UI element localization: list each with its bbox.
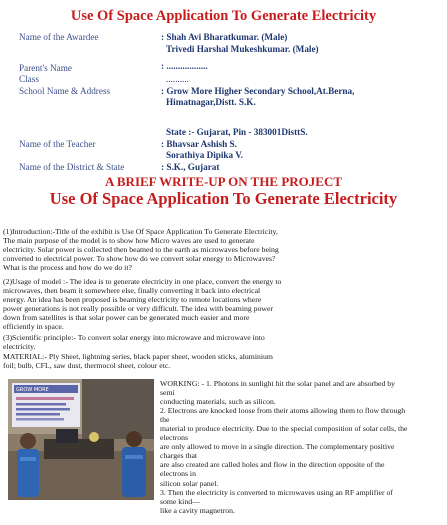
awardee-name-1: : Shah Avi Bharatkumar. (Male): [161, 32, 288, 42]
writeup-subtitle: Use Of Space Application To Generate Electricity: [49, 189, 398, 208]
text-line: electricity. Solar power is collected then beamed to the earth as microwaves before being: [3, 245, 279, 255]
text-line: conducting materials, such as silicon.: [160, 397, 276, 407]
text-line: WORKING: - 1. Photons in sunlight hit the solar panel and are absorbed by: [160, 379, 396, 388]
text-line: power generations is not really possible or very difficult. The idea with beaming power: [3, 304, 274, 314]
awardee-name-2: Trivedi Harshal Mukeshkumar. (Male): [166, 44, 319, 54]
school-line-2: Himatnagar,Distt. S.K.: [166, 97, 256, 107]
text-line: electrons in: [160, 469, 196, 479]
text-line: energy. An idea has been proposed is beaming electricity to remote locations where: [3, 295, 262, 305]
teacher-name-1: : Bhavsar Ashish S.: [161, 139, 237, 149]
text-line: material to produce electricity. Due to the special composition of solar cells, the: [160, 424, 408, 434]
text-line: the: [160, 415, 170, 425]
school-label: School Name & Address: [19, 86, 111, 96]
teacher-name-2: Sorathiya Dipika V.: [166, 150, 244, 160]
usage-paragraph: [3, 277, 281, 331]
working-paragraph: [160, 379, 407, 515]
text-line: semi: [160, 388, 175, 398]
class-label: Class: [19, 74, 39, 84]
text-line: are only allowed to move in a single direction. The complementary positive: [160, 442, 395, 452]
text-line: efficiently in space.: [3, 322, 64, 332]
intro-paragraph: [3, 227, 279, 272]
text-line: (2)Usage of model :- The idea is to generate electricity in one place, convert the energy to: [3, 277, 282, 286]
awardee-label: Name of the Awardee: [19, 32, 99, 42]
text-line: are also created are called holes and flow in the direction opposite of the: [160, 460, 385, 470]
school-line-1: : Grow More Higher Secondary School,At.Berna,: [161, 86, 355, 96]
text-line: electrons: [160, 433, 188, 443]
parent-value: : ..................: [161, 61, 208, 71]
text-line: like a cavity magnetron.: [160, 505, 235, 515]
principle-paragraph: [3, 333, 265, 351]
material-paragraph: [3, 352, 273, 370]
teacher-label: Name of the Teacher: [19, 139, 96, 149]
text-line: What is the process and how do we do it?: [3, 263, 132, 273]
text-line: foil; bulb, CFL, saw dust, thermocol sheet, colour etc.: [3, 361, 171, 371]
text-line: (1)Introduction:-Title of the exhibit is Use Of Space Application To Generate Electricity,: [3, 227, 278, 236]
board-text: GROW MORE: [16, 387, 49, 393]
text-line: charges that: [160, 451, 198, 461]
text-line: 3. Then the electricity is converted to microwaves using an RF amplifier of: [160, 487, 393, 497]
project-photo-image: [8, 379, 154, 500]
district-value: : S.K., Gujarat: [161, 162, 220, 172]
text-line: silicon solar panel.: [160, 478, 219, 488]
text-line: The main purpose of the model is to show how Micro waves are used to generate: [3, 236, 255, 246]
class-value: ..........: [166, 74, 189, 84]
text-line: electricity.: [3, 342, 36, 352]
district-label: Name of the District & State: [19, 162, 125, 172]
text-line: down from satellites is that solar power can be generated much easier and more: [3, 313, 250, 323]
project-photo: [8, 379, 154, 500]
text-line: MATERIAL:- Ply Sheet, lightning series, black paper sheet, wooden sticks, aluminium: [3, 352, 273, 361]
text-line: (3)Scientific principle:- To convert solar energy into microwave and microwave into: [3, 333, 265, 342]
text-line: microwaves, then beam it somewhere else, finally converting it back into electrical: [3, 286, 261, 296]
text-line: some kind—: [160, 496, 200, 506]
parent-label: Parent's Name: [19, 63, 72, 73]
text-line: converted to electrical power. To show how do we convert solar energy to Microwaves?: [3, 254, 276, 264]
page-title: Use Of Space Application To Generate Electricity: [70, 8, 377, 24]
text-line: 2. Electrons are knocked loose from their atoms allowing them to flow through: [160, 406, 406, 416]
writeup-heading: A BRIEF WRITE-UP ON THE PROJECT: [104, 174, 343, 189]
state-value: State :- Gujarat, Pin - 383001DisttS.: [166, 127, 308, 137]
